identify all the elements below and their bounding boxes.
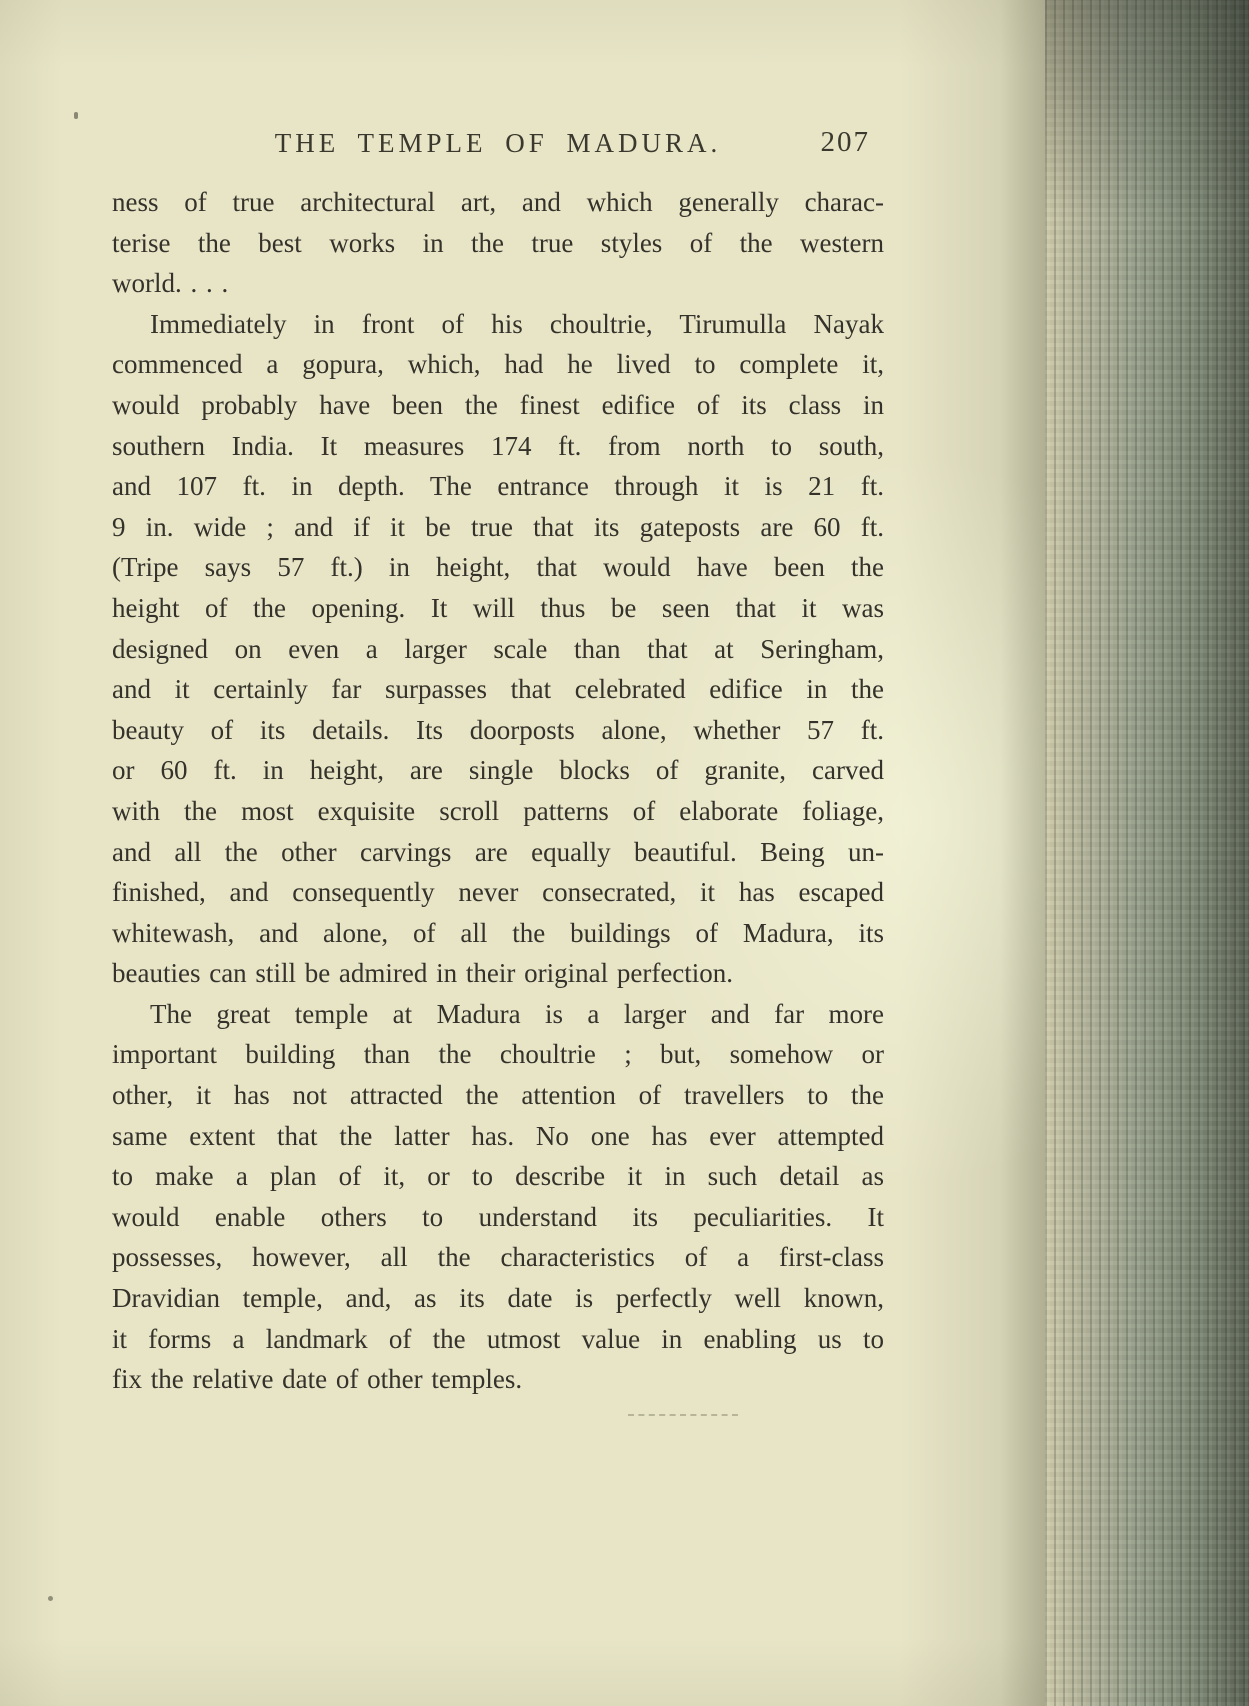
text-line: beauties can still be admired in their original perfection. <box>112 958 734 989</box>
page-number: 207 <box>820 126 870 158</box>
text-line: 9 in. wide ; and if it be true that its gateposts are 60 ft. <box>112 511 884 542</box>
text-line: would probably have been the finest edifice of its class in <box>112 389 884 420</box>
text-line: Immediately in front of his choultrie, Tirumulla Nayak <box>150 308 884 339</box>
text-line: finished, and consequently never consecrated, it has escaped <box>112 877 884 908</box>
text-line: The great temple at Madura is a larger and far more <box>150 998 884 1029</box>
text-line: fix the relative date of other temples. <box>112 1364 523 1395</box>
book-fore-edge <box>1045 0 1249 1706</box>
text-line: with the most exquisite scroll patterns of elaborate foliage, <box>112 795 884 826</box>
text-line: (Tripe says 57 ft.) in height, that would have been the <box>112 552 884 583</box>
text-line: and it certainly far surpasses that celebrated edifice in the <box>112 674 884 705</box>
paragraph <box>112 304 884 994</box>
page-edge-shade <box>1000 0 1045 1706</box>
text-line: height of the opening. It will thus be seen that it was <box>112 592 884 623</box>
text-line: other, it has not attracted the attention of travellers to the <box>112 1080 884 1111</box>
page-header <box>112 128 884 172</box>
running-title: THE TEMPLE OF MADURA. <box>274 128 722 158</box>
text-line: terise the best works in the true styles of the western <box>112 227 884 258</box>
text-line: would enable others to understand its peculiarities. It <box>112 1201 884 1232</box>
text-line: it forms a landmark of the utmost value in enabling us to <box>112 1323 884 1354</box>
text-line: important building than the choultrie ; but, somehow or <box>112 1039 884 1070</box>
edge-shadow <box>1045 0 1249 220</box>
text-line: Dravidian temple, and, as its date is perfectly well known, <box>112 1283 884 1314</box>
text-line: or 60 ft. in height, are single blocks of granite, carved <box>112 755 884 786</box>
text-line: possesses, however, all the characteristics of a first-class <box>112 1242 884 1273</box>
text-line: beauty of its details. Its doorposts alone, whether 57 ft. <box>112 714 884 745</box>
text-line: and all the other carvings are equally beautiful. Being un- <box>112 836 884 867</box>
text-line: commenced a gopura, which, had he lived to complete it, <box>112 349 884 380</box>
text-line: to make a plan of it, or to describe it in such detail as <box>112 1161 884 1192</box>
text-line: ness of true architectural art, and which generally charac- <box>112 187 884 217</box>
scan-artifact-dashes <box>628 1414 738 1416</box>
text-line: world. . . . <box>112 268 229 299</box>
text-line: designed on even a larger scale than that at Seringham, <box>112 633 884 664</box>
page-text <box>112 182 884 1400</box>
text-line: whitewash, and alone, of all the buildings of Madura, its <box>112 917 884 948</box>
text-line: and 107 ft. in depth. The entrance through it is 21 ft. <box>112 471 884 502</box>
text-line: same extent that the latter has. No one has ever attempted <box>112 1120 884 1151</box>
paragraph <box>112 182 884 304</box>
paragraph <box>112 994 884 1400</box>
text-line: southern India. It measures 174 ft. from north to south, <box>112 430 884 461</box>
scan-speck <box>74 112 78 119</box>
scan-speck <box>48 1596 53 1601</box>
